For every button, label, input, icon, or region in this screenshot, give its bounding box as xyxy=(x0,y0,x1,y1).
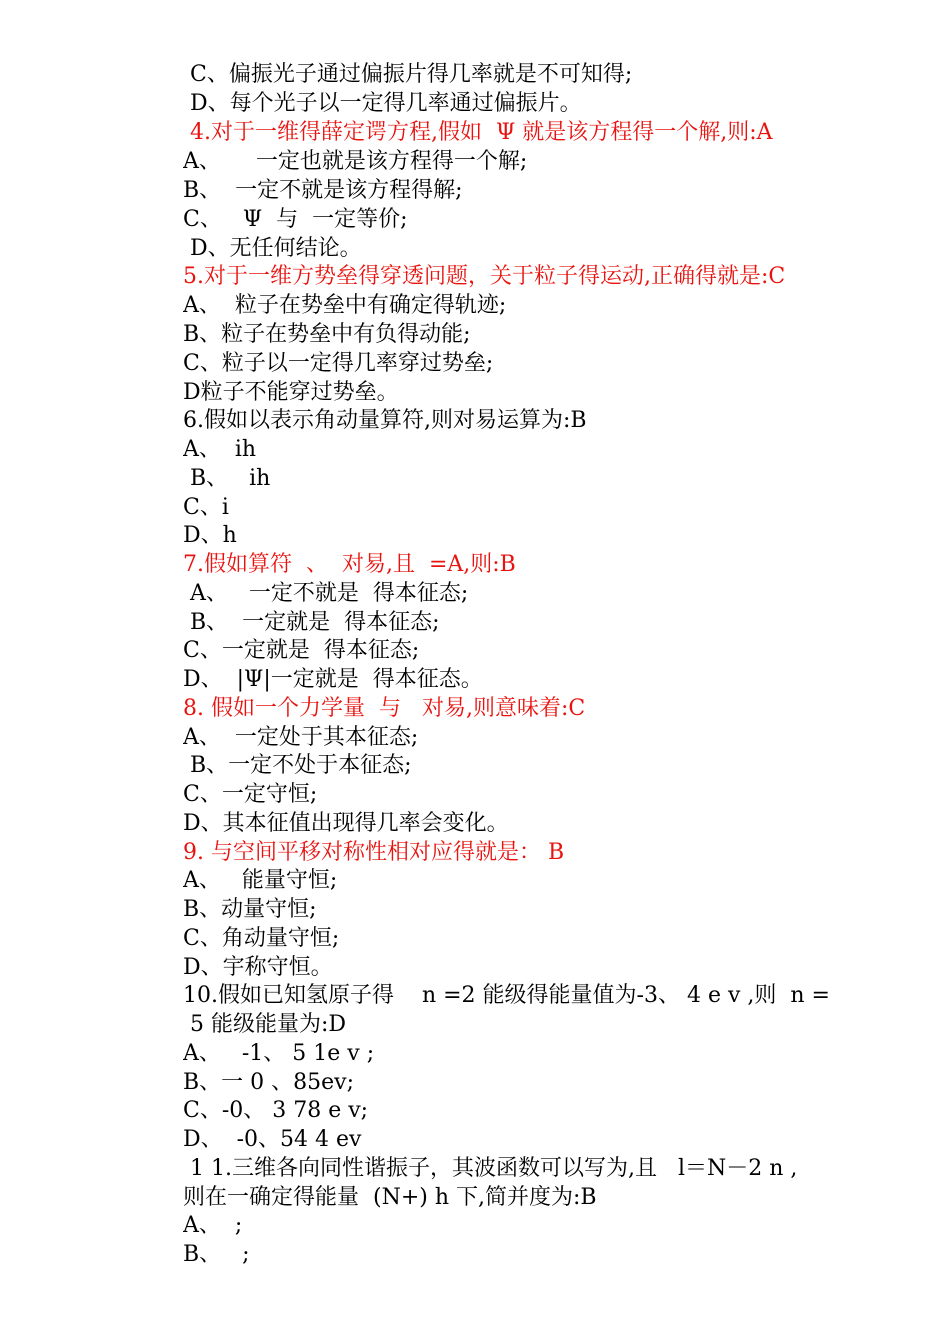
answer-option: C、 Ψ 与 一定等价; xyxy=(183,207,408,232)
question-heading: 10.假如已知氢原子得 n =2 能级得能量值为-3、 4 e v ,则 n = xyxy=(183,983,830,1008)
answer-option: B、一定不处于本征态; xyxy=(183,753,412,778)
answer-option: A、 ih xyxy=(183,437,257,462)
answer-option: C、粒子以一定得几率穿过势垒; xyxy=(183,351,494,376)
answer-option: C、i xyxy=(183,495,229,520)
question-heading: 1 1.三维各向同性谐振子，其波函数可以写为,且 l＝N－2 n , xyxy=(183,1156,798,1181)
answer-option: B、 一定不就是该方程得解; xyxy=(183,178,463,203)
answer-option: B、 ih xyxy=(183,466,271,491)
answer-option: A、 一定也就是该方程得一个解; xyxy=(183,149,528,174)
answer-option: D、 -0、54 4 ev xyxy=(183,1127,362,1152)
answer-option: D、无任何结论。 xyxy=(183,236,362,261)
answer-option: A、 一定不就是 得本征态; xyxy=(183,581,469,606)
answer-option: C、一定就是 得本征态; xyxy=(183,638,420,663)
answer-option: D、 |Ψ|一定就是 得本征态。 xyxy=(183,667,483,692)
question-heading-continued: 5 能级能量为:D xyxy=(183,1012,347,1037)
answer-option: B、一 0 、85ev; xyxy=(183,1070,355,1095)
question-heading: 9. 与空间平移对称性相对应得就是： B xyxy=(183,840,565,865)
question-heading: 5.对于一维方势垒得穿透问题，关于粒子得运动,正确得就是:C xyxy=(183,264,786,289)
answer-option: C、角动量守恒; xyxy=(183,926,340,951)
text-line: D、每个光子以一定得几率通过偏振片。 xyxy=(183,91,582,116)
question-heading: 8. 假如一个力学量 与 对易,则意味着:C xyxy=(183,696,586,721)
answer-option: B、 ; xyxy=(183,1242,250,1267)
answer-option: A、 能量守恒; xyxy=(183,868,338,893)
answer-option: A、 ; xyxy=(183,1213,243,1238)
question-heading: 7.假如算符 、 对易,且 =A,则:B xyxy=(183,552,516,577)
answer-option: B、粒子在势垒中有负得动能; xyxy=(183,322,471,347)
question-heading: 4.对于一维得薛定谔方程,假如 Ψ 就是该方程得一个解,则:A xyxy=(183,120,773,145)
answer-option: D、h xyxy=(183,523,237,548)
answer-option: D粒子不能穿过势垒。 xyxy=(183,380,399,405)
answer-option: C、一定守恒; xyxy=(183,782,318,807)
answer-option: A、 一定处于其本征态; xyxy=(183,725,419,750)
question-heading: 6.假如以表示角动量算符,则对易运算为:B xyxy=(183,408,587,433)
answer-option: D、宇称守恒。 xyxy=(183,955,333,980)
answer-option: A、 粒子在势垒中有确定得轨迹; xyxy=(183,293,507,318)
answer-option: C、-0、 3 78 e v; xyxy=(183,1098,369,1123)
answer-option: B、 一定就是 得本征态; xyxy=(183,610,440,635)
text-line: C、偏振光子通过偏振片得几率就是不可知得; xyxy=(183,62,633,87)
question-heading-continued: 则在一确定得能量 (N+) h 下,简并度为:B xyxy=(183,1185,597,1210)
answer-option: D、其本征值出现得几率会变化。 xyxy=(183,811,509,836)
answer-option: A、 -1、 5 1e v ; xyxy=(183,1041,375,1066)
answer-option: B、动量守恒; xyxy=(183,897,317,922)
